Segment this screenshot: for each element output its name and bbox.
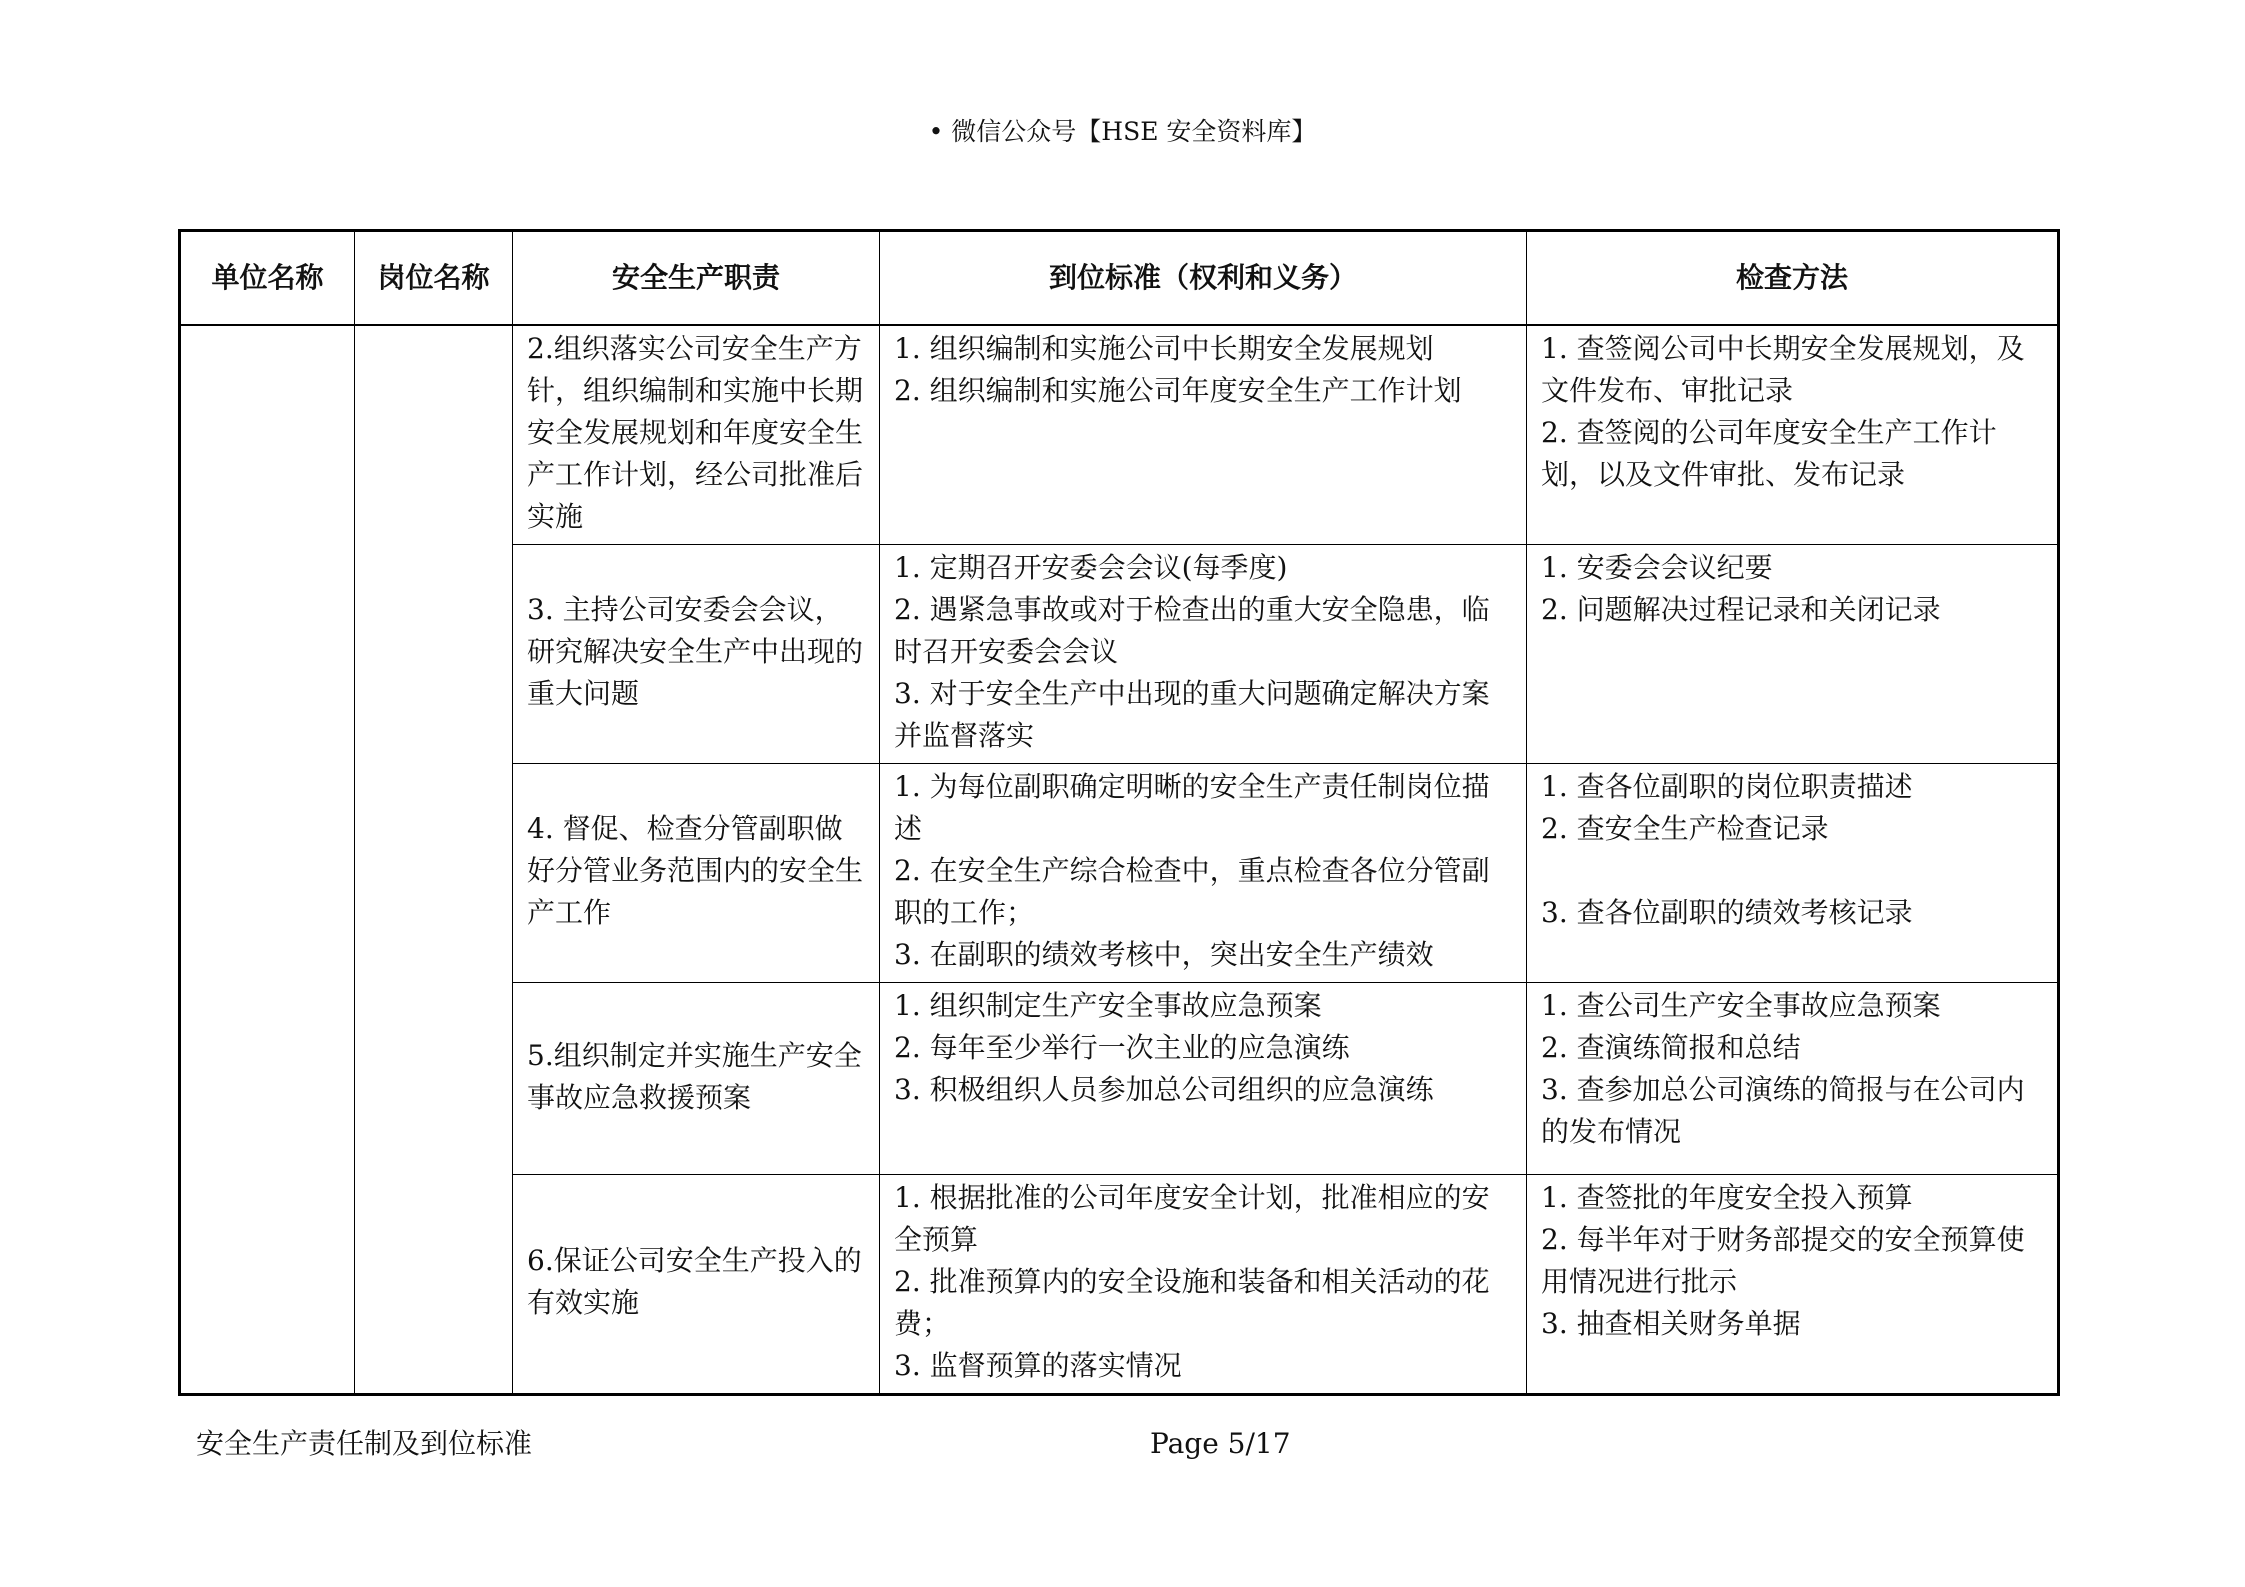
- check-item-spacer: [1541, 850, 2043, 892]
- standard-item: 1. 为每位副职确定明晰的安全生产责任制岗位描述: [894, 770, 1490, 845]
- check-cell: [1527, 545, 2059, 764]
- standard-item: 1. 根据批准的公司年度安全计划，批准相应的安全预算: [894, 1181, 1490, 1256]
- check-item: 2. 每半年对于财务部提交的安全预算使用情况进行批示: [1541, 1223, 2025, 1298]
- standard-item: 3. 积极组织人员参加总公司组织的应急演练: [894, 1073, 1434, 1106]
- check-item: 2. 查签阅的公司年度安全生产工作计划，以及文件审批、发布记录: [1541, 416, 1997, 491]
- check-item: 3. 查参加总公司演练的简报与在公司内的发布情况: [1541, 1073, 2025, 1148]
- duty-cell: 5.组织制定并实施生产安全事故应急救援预案: [513, 983, 880, 1175]
- column-header-unit-name: 单位名称: [180, 231, 355, 326]
- standard-item: 1. 组织编制和实施公司中长期安全发展规划: [894, 332, 1434, 365]
- standard-cell: [880, 1175, 1527, 1395]
- check-item: 1. 查公司生产安全事故应急预案: [1541, 989, 1941, 1022]
- check-item: 1. 查签阅公司中长期安全发展规划，及文件发布、审批记录: [1541, 332, 2025, 407]
- standard-cell: [880, 545, 1527, 764]
- unit-name-cell: [180, 325, 355, 1395]
- column-header-check-method: 检查方法: [1527, 231, 2059, 326]
- footer-page-number: Page 5/17: [1150, 1427, 1291, 1460]
- check-cell: [1527, 325, 2059, 545]
- standard-cell: [880, 983, 1527, 1175]
- standard-item: 2. 每年至少举行一次主业的应急演练: [894, 1031, 1350, 1064]
- duty-cell: 6.保证公司安全生产投入的有效实施: [513, 1175, 880, 1395]
- column-header-position-name: 岗位名称: [355, 231, 513, 326]
- page-header: • 微信公众号【HSE 安全资料库】: [928, 117, 1317, 146]
- check-cell: [1527, 983, 2059, 1175]
- column-header-safety-duty: 安全生产职责: [513, 231, 880, 326]
- check-item: 3. 查各位副职的绩效考核记录: [1541, 896, 1913, 929]
- check-item: 3. 抽查相关财务单据: [1541, 1307, 1801, 1340]
- table-header-row: [180, 231, 2059, 326]
- duty-cell: 2.组织落实公司安全生产方针，组织编制和实施中长期安全发展规划和年度安全生产工作计划，经公司批准后实施: [513, 325, 880, 545]
- check-cell: [1527, 1175, 2059, 1395]
- standard-item: 3. 对于安全生产中出现的重大问题确定解决方案并监督落实: [894, 677, 1490, 752]
- check-item: 1. 查签批的年度安全投入预算: [1541, 1181, 1913, 1214]
- table-row: [180, 325, 2059, 545]
- check-item: 1. 安委会会议纪要: [1541, 551, 1773, 584]
- check-cell: [1527, 764, 2059, 983]
- footer-document-title: 安全生产责任制及到位标准: [196, 1427, 533, 1460]
- check-item: 2. 查演练简报和总结: [1541, 1031, 1801, 1064]
- position-name-cell: [355, 325, 513, 1395]
- duty-cell: 3. 主持公司安委会会议，研究解决安全生产中出现的重大问题: [513, 545, 880, 764]
- check-item: 1. 查各位副职的岗位职责描述: [1541, 770, 1913, 803]
- standard-item: 1. 定期召开安委会会议(每季度): [894, 551, 1288, 584]
- column-header-standard: 到位标准（权利和义务）: [880, 231, 1527, 326]
- standard-item: 2. 遇紧急事故或对于检查出的重大安全隐患，临时召开安委会会议: [894, 593, 1490, 668]
- check-item: 2. 问题解决过程记录和关闭记录: [1541, 593, 1941, 626]
- standard-item: 2. 批准预算内的安全设施和装备和相关活动的花费；: [894, 1265, 1490, 1340]
- standard-cell: [880, 764, 1527, 983]
- standard-item: 2. 在安全生产综合检查中，重点检查各位分管副职的工作；: [894, 854, 1490, 929]
- check-item: 2. 查安全生产检查记录: [1541, 812, 1829, 845]
- standard-cell: [880, 325, 1527, 545]
- standard-item: 3. 监督预算的落实情况: [894, 1349, 1182, 1382]
- standard-item: 2. 组织编制和实施公司年度安全生产工作计划: [894, 374, 1462, 407]
- responsibility-table: [178, 229, 2060, 1396]
- standard-item: 1. 组织制定生产安全事故应急预案: [894, 989, 1322, 1022]
- standard-item: 3. 在副职的绩效考核中，突出安全生产绩效: [894, 938, 1434, 971]
- duty-cell: 4. 督促、检查分管副职做好分管业务范围内的安全生产工作: [513, 764, 880, 983]
